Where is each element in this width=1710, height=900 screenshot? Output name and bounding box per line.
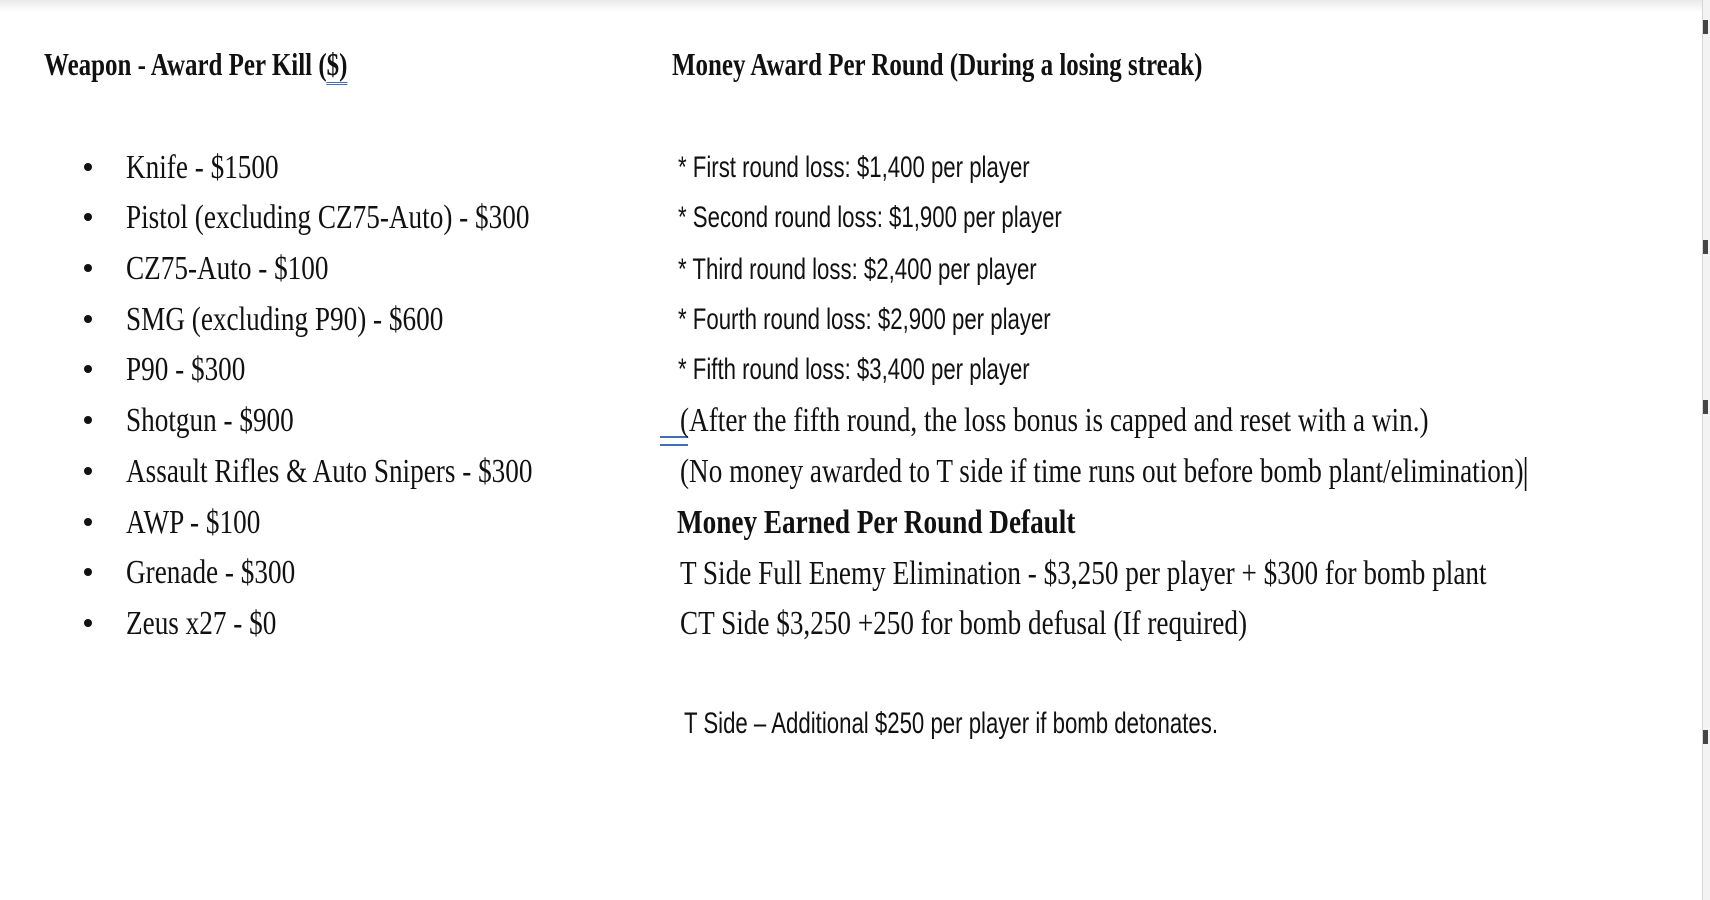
list-item (0, 146, 600, 190)
list-item (0, 247, 600, 291)
bullet-icon (84, 518, 92, 526)
loss-line: * Second round loss: $1,900 per player (678, 201, 1062, 234)
default-earnings-heading: Money Earned Per Round Default (677, 504, 1076, 541)
list-item (0, 348, 600, 392)
list-item (0, 196, 600, 240)
bullet-icon (84, 619, 92, 627)
weapon-label: Zeus x27 - $0 (126, 605, 277, 642)
round-award-heading: Money Award Per Round (During a losing streak) (672, 46, 1203, 82)
bullet-icon (84, 213, 92, 221)
weapon-label: Shotgun - $900 (126, 402, 294, 439)
loss-line: * Third round loss: $2,400 per player (678, 253, 1037, 286)
list-item (0, 298, 600, 342)
window-edge (1702, 0, 1710, 900)
weapon-label: Pistol (excluding CZ75-Auto) - $300 (126, 199, 530, 236)
bullet-icon (84, 467, 92, 475)
list-item (0, 399, 600, 443)
bullet-icon (84, 568, 92, 576)
weapon-label: P90 - $300 (126, 351, 246, 388)
loss-line: * Fifth round loss: $3,400 per player (678, 353, 1030, 386)
bullet-icon (84, 163, 92, 171)
top-shadow (0, 0, 1710, 12)
weapon-award-heading-text: Weapon - Award Per Kill ( (44, 46, 327, 82)
bullet-icon (84, 315, 92, 323)
loss-line: * First round loss: $1,400 per player (678, 151, 1030, 184)
weapon-label: Knife - $1500 (126, 149, 279, 186)
text-cursor (1525, 457, 1527, 491)
bullet-icon (84, 416, 92, 424)
t-side-elimination-line: T Side Full Enemy Elimination - $3,250 per player + $300 for bomb plant (680, 555, 1487, 592)
t-side-timeout-note (680, 450, 1527, 494)
weapon-label: AWP - $100 (126, 504, 261, 541)
ct-side-line: CT Side $3,250 +250 for bomb defusal (If required) (680, 605, 1248, 642)
bullet-icon (84, 365, 92, 373)
list-item (0, 450, 600, 494)
list-item (0, 501, 600, 545)
weapon-award-heading (44, 46, 347, 83)
loss-line: * Fourth round loss: $2,900 per player (678, 303, 1051, 336)
edge-tick (1703, 400, 1708, 414)
edge-tick (1703, 240, 1708, 254)
list-item (0, 551, 600, 595)
loss-cap-note: (After the fifth round, the loss bonus is capped and reset with a win.) (680, 402, 1429, 439)
edge-tick (1703, 20, 1708, 34)
weapon-label: Assault Rifles & Auto Snipers - $300 (126, 453, 533, 490)
edge-tick (1703, 730, 1708, 744)
list-item (0, 602, 600, 646)
weapon-label: Grenade - $300 (126, 554, 296, 591)
t-side-timeout-text: (No money awarded to T side if time runs out before bomb plant/elimination) (680, 453, 1524, 490)
weapon-label: CZ75-Auto - $100 (126, 250, 329, 287)
detonation-line: T Side – Additional $250 per player if bomb detonates. (684, 707, 1218, 740)
spelling-mark: $) (327, 46, 348, 85)
weapon-label: SMG (excluding P90) - $600 (126, 301, 444, 338)
bullet-icon (84, 264, 92, 272)
